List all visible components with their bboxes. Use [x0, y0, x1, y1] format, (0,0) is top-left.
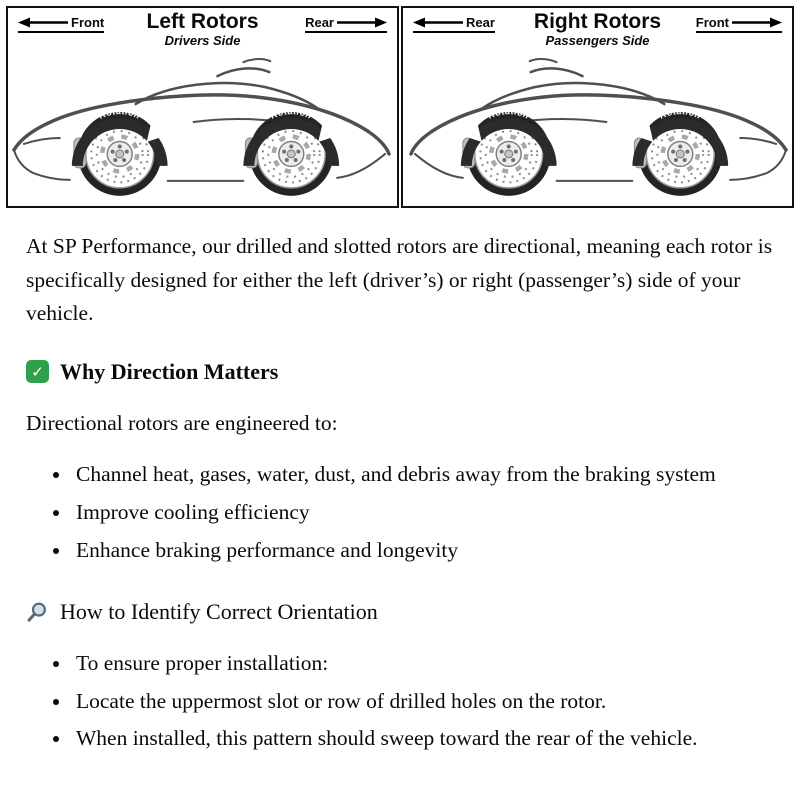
- rotor-direction-diagram: [6, 6, 794, 208]
- rotation-label: Rotation: [657, 106, 703, 121]
- left-panel-title: Left Rotors: [146, 10, 259, 33]
- list-item: • Locate the uppermost slot or row of drilled holes on the rotor.: [72, 685, 774, 719]
- front-label-text: Front: [695, 15, 729, 30]
- list-item: • Improve cooling efficiency: [72, 496, 774, 530]
- benefits-list: [26, 458, 774, 567]
- rotation-label: Rotation: [268, 106, 314, 121]
- right-rotors-panel: [401, 6, 794, 208]
- orientation-heading: [26, 595, 774, 629]
- right-panel-subtitle: Passengers Side: [545, 33, 650, 49]
- left-car-illustration: [8, 54, 397, 206]
- rear-label-text: Rear: [305, 15, 334, 30]
- right-front-rotor: [632, 106, 728, 196]
- why-direction-heading: [26, 355, 774, 389]
- right-panel-header: [403, 8, 792, 54]
- intro-paragraph: At SP Performance, our drilled and slotted rotors are directional, meaning each rotor is specifically designed for either the left (driver’s) or right (passenger’s) side of your vehicle.: [26, 234, 773, 326]
- orientation-list: [26, 647, 774, 756]
- orientation-heading-text: How to Identify Correct Orientation: [60, 599, 378, 625]
- rotation-label: Rotation: [97, 106, 143, 121]
- left-rotors-panel: [6, 6, 399, 208]
- engineered-lead: Directional rotors are engineered to:: [26, 410, 338, 435]
- rear-direction-label: [305, 15, 387, 33]
- rotation-label: Rotation: [486, 106, 532, 121]
- left-panel-subtitle: Drivers Side: [164, 33, 241, 49]
- why-direction-heading-text: Why Direction Matters: [60, 358, 279, 384]
- list-item: • When installed, this pattern should sweep toward the rear of the vehicle.: [72, 722, 774, 756]
- article: [0, 216, 800, 756]
- check-mark-icon: ✓: [26, 360, 49, 383]
- arrow-right-icon: [732, 17, 782, 28]
- right-car-illustration: [403, 54, 792, 206]
- list-item: • Channel heat, gases, water, dust, and debris away from the braking system: [72, 458, 774, 492]
- left-front-rotor: [72, 106, 168, 196]
- front-direction-label: [696, 15, 782, 33]
- front-label-text: Front: [71, 15, 105, 30]
- arrow-right-icon: [337, 17, 387, 28]
- list-item: • To ensure proper installation:: [72, 647, 774, 681]
- list-item: • Enhance braking performance and longevity: [72, 534, 774, 568]
- left-panel-header: [8, 8, 397, 54]
- right-panel-title: Right Rotors: [533, 10, 662, 33]
- magnifying-glass-icon: [26, 601, 49, 624]
- rear-label-text: Rear: [466, 15, 495, 30]
